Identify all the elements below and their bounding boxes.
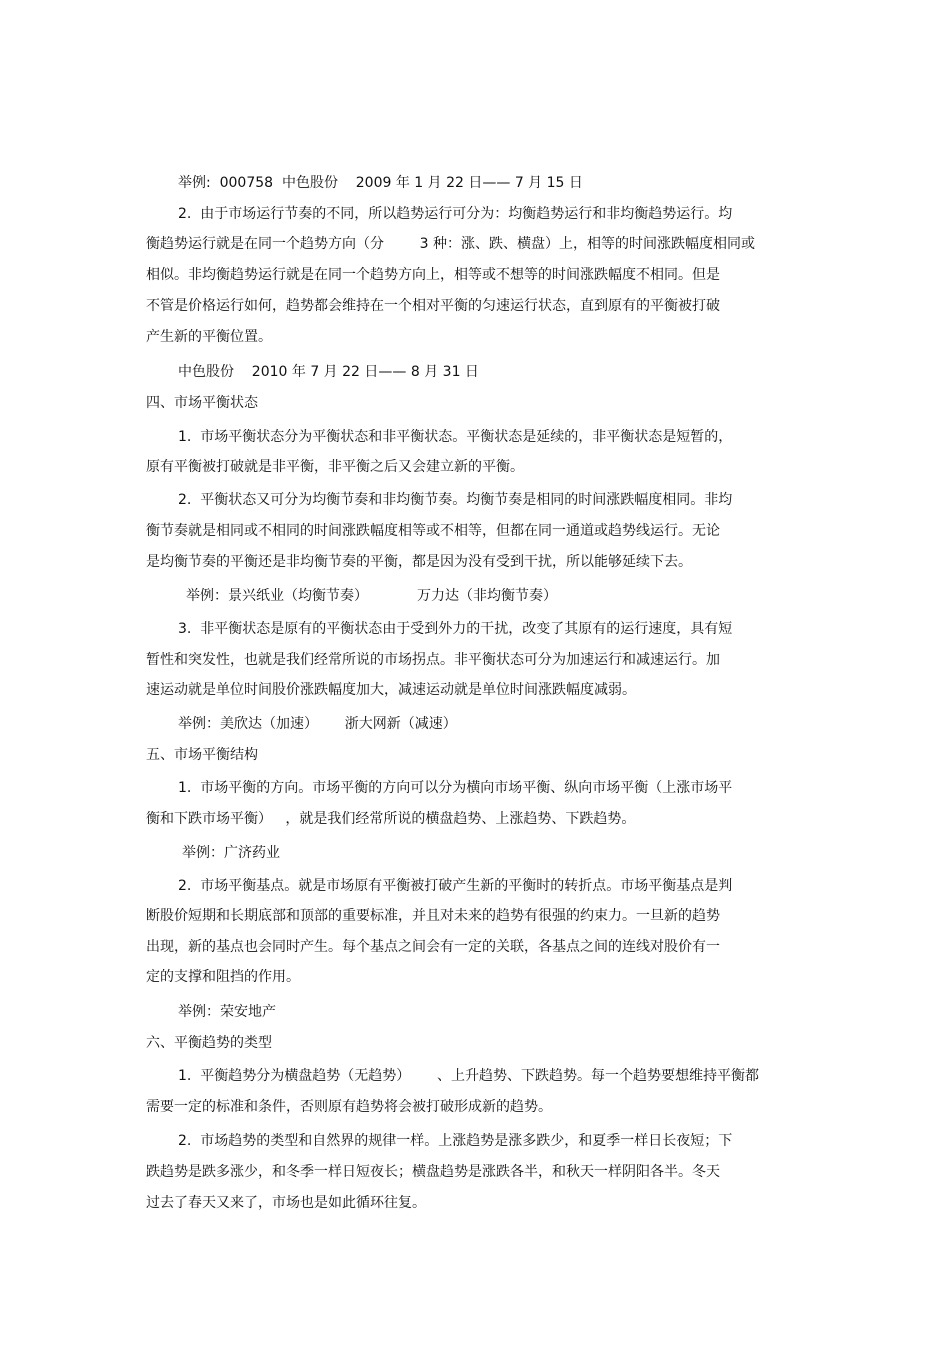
section-heading: 四、市场平衡状态 [146,395,258,411]
paragraph-line: 不管是价格运行如何，趋势都会维持在一个相对平衡的匀速运行状态，直到原有的平衡被打破 [146,298,720,314]
example-line: 举例: 000758 中色股份 2009 年 1 月 22 日—— 7 月 15 日 [178,175,583,191]
paragraph-line: 是均衡节奏的平衡还是非均衡节奏的平衡，都是因为没有受到干扰，所以能够延续下去。 [146,554,692,570]
paragraph-line: 出现，新的基点也会同时产生。每个基点之间会有一定的关联，各基点之间的连线对股价有一 [146,939,720,955]
paragraph-line: 需要一定的标准和条件，否则原有趋势将会被打破形成新的趋势。 [146,1099,552,1115]
paragraph-line: 1. 市场平衡的方向。市场平衡的方向可以分为横向市场平衡、纵向市场平衡（上涨市场平 [178,780,733,796]
example-line: 举例：美欣达（加速） 浙大网新（减速） [178,716,457,732]
paragraph-line: 1. 市场平衡状态分为平衡状态和非平衡状态。平衡状态是延续的，非平衡状态是短暂的， [178,429,733,445]
paragraph-line: 衡趋势运行就是在同一个趋势方向（分 3 种：涨、跌、横盘）上，相等的时间涨跌幅度相同或 [146,236,755,252]
paragraph-line: 衡和下跌市场平衡） ，就是我们经常所说的横盘趋势、上涨趋势、下跌趋势。 [146,811,636,827]
paragraph-line: 1. 平衡趋势分为横盘趋势（无趋势） 、上升趋势、下跌趋势。每一个趋势要想维持平衡都 [178,1068,759,1084]
section-heading: 五、市场平衡结构 [146,747,258,763]
example-line: 举例：景兴纸业（均衡节奏） 万力达（非均衡节奏） [186,588,557,604]
paragraph-line: 相似。非均衡趋势运行就是在同一个趋势方向上，相等或不想等的时间涨跌幅度不相同。但是 [146,267,720,283]
paragraph-line: 衡节奏就是相同或不相同的时间涨跌幅度相等或不相等，但都在同一通道或趋势线运行。无论 [146,523,720,539]
paragraph-line: 2. 市场趋势的类型和自然界的规律一样。上涨趋势是涨多跌少，和夏季一样日长夜短；下 [178,1133,733,1149]
paragraph-line: 定的支撑和阻挡的作用。 [146,969,300,985]
example-line: 举例：广济药业 [182,845,280,861]
paragraph-line: 断股价短期和长期底部和顶部的重要标准，并且对未来的趋势有很强的约束力。一旦新的趋势 [146,908,720,924]
paragraph-line: 暂性和突发性，也就是我们经常所说的市场拐点。非平衡状态可分为加速运行和减速运行。加 [146,652,720,668]
example-line: 中色股份 2010 年 7 月 22 日—— 8 月 31 日 [178,364,479,380]
example-line: 举例：荣安地产 [178,1004,276,1020]
paragraph-line: 产生新的平衡位置。 [146,329,272,345]
paragraph-line: 2. 平衡状态又可分为均衡节奏和非均衡节奏。均衡节奏是相同的时间涨跌幅度相同。非均 [178,492,733,508]
section-heading: 六、平衡趋势的类型 [146,1035,272,1051]
paragraph-line: 3. 非平衡状态是原有的平衡状态由于受到外力的干扰，改变了其原有的运行速度，具有短 [178,621,733,637]
paragraph-line: 2. 由于市场运行节奏的不同，所以趋势运行可分为：均衡趋势运行和非均衡趋势运行。均 [178,206,733,222]
paragraph-line: 速运动就是单位时间股价涨跌幅度加大，减速运动就是单位时间涨跌幅度减弱。 [146,682,636,698]
paragraph-line: 原有平衡被打破就是非平衡，非平衡之后又会建立新的平衡。 [146,459,524,475]
paragraph-line: 过去了春天又来了，市场也是如此循环往复。 [146,1195,426,1211]
paragraph-line: 跌趋势是跌多涨少，和冬季一样日短夜长；横盘趋势是涨跌各半，和秋天一样阴阳各半。冬天 [146,1164,720,1180]
paragraph-line: 2. 市场平衡基点。就是市场原有平衡被打破产生新的平衡时的转折点。市场平衡基点是判 [178,878,733,894]
